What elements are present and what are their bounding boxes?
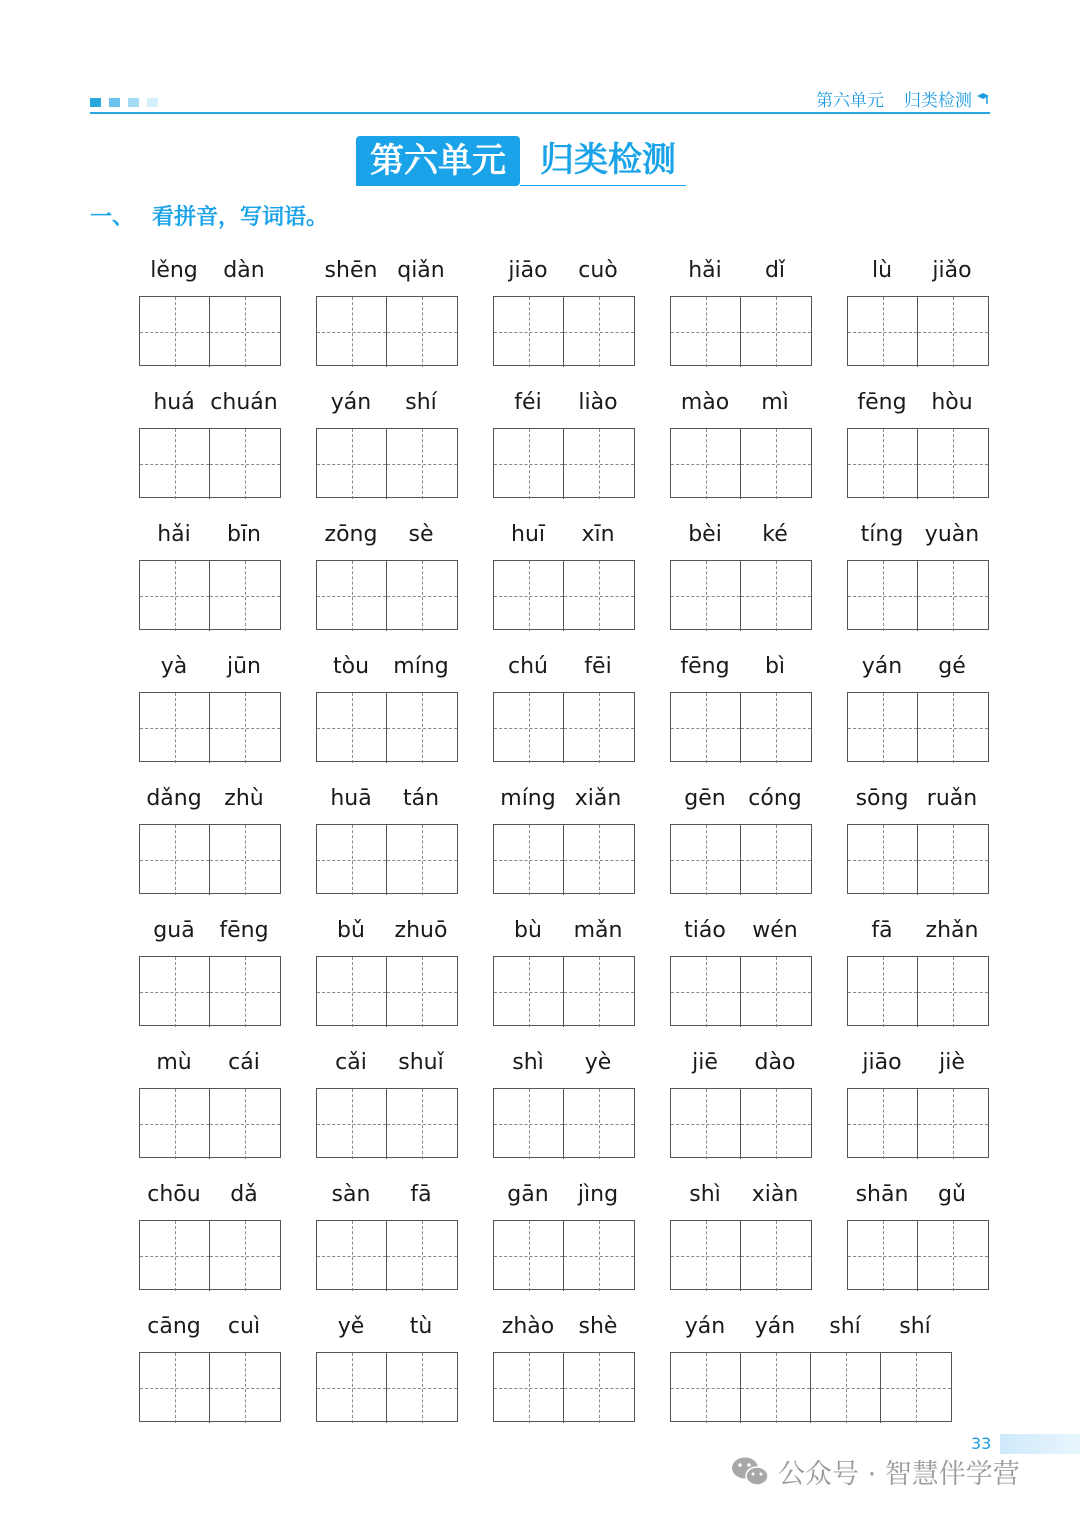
- writing-boxes: [316, 1352, 458, 1422]
- tian-zi-cell[interactable]: [671, 561, 741, 631]
- pinyin-syllable: dào: [754, 1050, 796, 1075]
- writing-boxes: [316, 560, 458, 630]
- tian-zi-cell[interactable]: [848, 957, 918, 1027]
- writing-boxes: [670, 824, 812, 894]
- writing-boxes: [493, 428, 635, 498]
- writing-boxes: [316, 1088, 458, 1158]
- pinyin-syllable: shí: [899, 1314, 931, 1339]
- tian-zi-cell[interactable]: [210, 825, 280, 895]
- tian-zi-cell[interactable]: [210, 429, 280, 499]
- graduation-cap-icon: [976, 92, 990, 106]
- tian-zi-cell[interactable]: [140, 825, 210, 895]
- tian-zi-cell[interactable]: [210, 561, 280, 631]
- pinyin-syllable: mào: [680, 390, 730, 415]
- pinyin-syllable: bù: [514, 918, 542, 943]
- tian-zi-cell[interactable]: [741, 297, 811, 367]
- watermark-text: 公众号 · 智慧伴学营: [778, 1459, 1020, 1490]
- pinyin-syllable: míng: [393, 654, 449, 679]
- writing-boxes: [847, 824, 989, 894]
- writing-boxes: [847, 428, 989, 498]
- tian-zi-cell[interactable]: [140, 1221, 210, 1291]
- tian-zi-cell[interactable]: [671, 1089, 741, 1159]
- writing-boxes: [316, 428, 458, 498]
- tian-zi-cell[interactable]: [494, 1353, 564, 1423]
- header-decoration: [90, 98, 158, 107]
- pinyin-syllable: tiáo: [684, 918, 726, 943]
- writing-boxes: [847, 1220, 989, 1290]
- tian-zi-cell[interactable]: [564, 1089, 634, 1159]
- pinyin-syllable: zhuō: [394, 918, 448, 943]
- tian-zi-cell[interactable]: [671, 429, 741, 499]
- tian-zi-cell[interactable]: [140, 429, 210, 499]
- pinyin-syllable: cuò: [578, 258, 618, 283]
- pinyin-syllable: qiǎn: [397, 258, 445, 283]
- tian-zi-cell[interactable]: [494, 429, 564, 499]
- tian-zi-cell[interactable]: [494, 957, 564, 1027]
- pinyin-syllable: chú: [508, 654, 548, 679]
- header-unit: 第六单元: [816, 91, 884, 111]
- pinyin-syllable: yuàn: [924, 522, 980, 547]
- header-section: 归类检测: [904, 91, 972, 111]
- writing-boxes: [493, 956, 635, 1026]
- pinyin-syllable: chōu: [147, 1182, 201, 1207]
- pinyin-syllable: dàn: [223, 258, 265, 283]
- running-header: [816, 86, 990, 111]
- writing-boxes: [670, 296, 812, 366]
- tian-zi-cell[interactable]: [317, 1221, 387, 1291]
- pinyin-syllable: ruǎn: [926, 786, 978, 811]
- tian-zi-cell[interactable]: [387, 1353, 457, 1423]
- tian-zi-cell[interactable]: [881, 1353, 951, 1423]
- tian-zi-cell[interactable]: [741, 561, 811, 631]
- tian-zi-cell[interactable]: [210, 1353, 280, 1423]
- pinyin-syllable: shè: [578, 1314, 618, 1339]
- header-square: [109, 98, 120, 107]
- writing-boxes: [316, 296, 458, 366]
- pinyin-syllable: jiāo: [508, 258, 548, 283]
- writing-boxes: [139, 560, 281, 630]
- tian-zi-cell[interactable]: [918, 825, 988, 895]
- tian-zi-cell[interactable]: [317, 1353, 387, 1423]
- pinyin-syllable: bīn: [226, 522, 262, 547]
- writing-boxes: [139, 296, 281, 366]
- pinyin-syllable: yě: [337, 1314, 365, 1339]
- pinyin-syllable: fēng: [219, 918, 269, 943]
- pinyin-syllable: gēn: [684, 786, 726, 811]
- pinyin-syllable: shuǐ: [398, 1050, 444, 1075]
- pinyin-syllable: cāng: [147, 1314, 201, 1339]
- pinyin-syllable: fēng: [857, 390, 907, 415]
- pinyin-syllable: ké: [762, 522, 788, 547]
- writing-boxes: [493, 296, 635, 366]
- pinyin-syllable: tù: [409, 1314, 433, 1339]
- pinyin-syllable: yán: [330, 390, 372, 415]
- tian-zi-cell[interactable]: [918, 297, 988, 367]
- tian-zi-cell[interactable]: [140, 693, 210, 763]
- pinyin-syllable: guā: [153, 918, 195, 943]
- section-label: 看拼音，写词语。: [152, 205, 329, 230]
- tian-zi-cell[interactable]: [210, 1221, 280, 1291]
- pinyin-syllable: yán: [861, 654, 903, 679]
- writing-boxes: [847, 956, 989, 1026]
- section-number: 一、: [90, 205, 135, 230]
- pinyin-syllable: xīn: [581, 522, 615, 547]
- pinyin-syllable: huā: [330, 786, 372, 811]
- pinyin-syllable: shēn: [324, 258, 378, 283]
- pinyin-syllable: fā: [410, 1182, 432, 1207]
- tian-zi-cell[interactable]: [564, 429, 634, 499]
- tian-zi-cell[interactable]: [317, 561, 387, 631]
- pinyin-syllable: shí: [405, 390, 437, 415]
- header-square: [147, 98, 158, 107]
- pinyin-syllable: mù: [156, 1050, 192, 1075]
- pinyin-syllable: tíng: [860, 522, 904, 547]
- page-title: [356, 136, 686, 186]
- writing-boxes: [493, 692, 635, 762]
- pinyin-syllable: shì: [689, 1182, 721, 1207]
- writing-boxes: [670, 1088, 812, 1158]
- pinyin-syllable: míng: [500, 786, 556, 811]
- writing-boxes: [847, 1088, 989, 1158]
- tian-zi-cell[interactable]: [387, 957, 457, 1027]
- writing-boxes: [670, 956, 812, 1026]
- tian-zi-cell[interactable]: [671, 1353, 741, 1423]
- pinyin-syllable: fā: [871, 918, 893, 943]
- pinyin-syllable: yán: [684, 1314, 726, 1339]
- tian-zi-cell[interactable]: [387, 429, 457, 499]
- tian-zi-cell[interactable]: [317, 429, 387, 499]
- pinyin-syllable: jūn: [227, 654, 261, 679]
- pinyin-syllable: hòu: [931, 390, 973, 415]
- writing-boxes: [139, 1220, 281, 1290]
- tian-zi-cell[interactable]: [564, 1353, 634, 1423]
- tian-zi-cell[interactable]: [494, 825, 564, 895]
- tian-zi-cell[interactable]: [918, 957, 988, 1027]
- tian-zi-cell[interactable]: [317, 693, 387, 763]
- tian-zi-cell[interactable]: [140, 1089, 210, 1159]
- pinyin-syllable: sàn: [331, 1182, 371, 1207]
- tian-zi-cell[interactable]: [564, 957, 634, 1027]
- pinyin-syllable: féi: [514, 390, 542, 415]
- tian-zi-cell[interactable]: [918, 1089, 988, 1159]
- writing-boxes: [493, 1220, 635, 1290]
- tian-zi-cell[interactable]: [671, 693, 741, 763]
- tian-zi-cell[interactable]: [848, 825, 918, 895]
- title-text: 归类检测: [520, 135, 686, 186]
- tian-zi-cell[interactable]: [741, 1221, 811, 1291]
- pinyin-syllable: chuán: [210, 390, 278, 415]
- page-number-bar: [1000, 1434, 1080, 1454]
- tian-zi-cell[interactable]: [564, 693, 634, 763]
- pinyin-syllable: tán: [402, 786, 440, 811]
- tian-zi-cell[interactable]: [741, 429, 811, 499]
- writing-boxes: [847, 692, 989, 762]
- writing-boxes: [139, 692, 281, 762]
- pinyin-syllable: zōng: [324, 522, 378, 547]
- pinyin-syllable: zhù: [224, 786, 264, 811]
- tian-zi-cell[interactable]: [317, 825, 387, 895]
- writing-boxes: [493, 1088, 635, 1158]
- pinyin-syllable: dǎ: [230, 1182, 258, 1207]
- tian-zi-cell[interactable]: [741, 693, 811, 763]
- writing-boxes: [493, 560, 635, 630]
- tian-zi-cell[interactable]: [918, 1221, 988, 1291]
- tian-zi-cell[interactable]: [494, 297, 564, 367]
- tian-zi-cell[interactable]: [387, 825, 457, 895]
- pinyin-syllable: huá: [153, 390, 195, 415]
- tian-zi-cell[interactable]: [741, 957, 811, 1027]
- tian-zi-cell[interactable]: [494, 1089, 564, 1159]
- tian-zi-cell[interactable]: [671, 825, 741, 895]
- pinyin-syllable: xiǎn: [574, 786, 622, 811]
- tian-zi-cell[interactable]: [387, 1089, 457, 1159]
- tian-zi-cell[interactable]: [848, 561, 918, 631]
- pinyin-syllable: lù: [871, 258, 893, 283]
- pinyin-syllable: cǎi: [335, 1050, 367, 1075]
- pinyin-syllable: wén: [752, 918, 798, 943]
- tian-zi-cell[interactable]: [811, 1353, 881, 1423]
- writing-boxes: [139, 1352, 281, 1422]
- tian-zi-cell[interactable]: [387, 297, 457, 367]
- tian-zi-cell[interactable]: [848, 1221, 918, 1291]
- pinyin-syllable: shí: [829, 1314, 861, 1339]
- pinyin-syllable: mǎn: [573, 918, 623, 943]
- writing-boxes: [670, 692, 812, 762]
- tian-zi-cell[interactable]: [387, 561, 457, 631]
- pinyin-syllable: cóng: [748, 786, 802, 811]
- pinyin-syllable: shān: [855, 1182, 909, 1207]
- tian-zi-cell[interactable]: [494, 1221, 564, 1291]
- writing-boxes: [316, 1220, 458, 1290]
- section-heading: [90, 200, 328, 231]
- writing-boxes: [316, 956, 458, 1026]
- tian-zi-cell[interactable]: [140, 297, 210, 367]
- page-number: 33: [971, 1434, 992, 1453]
- tian-zi-cell[interactable]: [848, 1089, 918, 1159]
- tian-zi-cell[interactable]: [210, 1089, 280, 1159]
- title-badge: 第六单元: [356, 136, 520, 186]
- writing-boxes: [670, 1220, 812, 1290]
- pinyin-syllable: huī: [511, 522, 545, 547]
- tian-zi-cell[interactable]: [140, 957, 210, 1027]
- writing-boxes: [847, 296, 989, 366]
- watermark: [730, 1452, 1020, 1491]
- pinyin-syllable: fēng: [680, 654, 730, 679]
- tian-zi-cell[interactable]: [671, 1221, 741, 1291]
- tian-zi-cell[interactable]: [848, 297, 918, 367]
- tian-zi-cell[interactable]: [741, 825, 811, 895]
- pinyin-syllable: yè: [584, 1050, 612, 1075]
- tian-zi-cell[interactable]: [848, 693, 918, 763]
- pinyin-syllable: jiāo: [862, 1050, 902, 1075]
- header-rule: [90, 112, 990, 114]
- pinyin-syllable: hǎi: [157, 522, 191, 547]
- writing-boxes: [670, 1352, 952, 1422]
- tian-zi-cell[interactable]: [671, 957, 741, 1027]
- pinyin-syllable: shì: [512, 1050, 544, 1075]
- pinyin-syllable: sè: [408, 522, 434, 547]
- tian-zi-cell[interactable]: [564, 297, 634, 367]
- pinyin-syllable: gǔ: [938, 1182, 966, 1207]
- pinyin-syllable: bǔ: [337, 918, 365, 943]
- writing-boxes: [493, 824, 635, 894]
- tian-zi-cell[interactable]: [918, 561, 988, 631]
- header-square: [90, 98, 101, 107]
- pinyin-syllable: yà: [160, 654, 188, 679]
- tian-zi-cell[interactable]: [317, 1089, 387, 1159]
- pinyin-syllable: jiē: [692, 1050, 718, 1075]
- tian-zi-cell[interactable]: [210, 957, 280, 1027]
- tian-zi-cell[interactable]: [848, 429, 918, 499]
- pinyin-syllable: dǎng: [146, 786, 202, 811]
- pinyin-syllable: hǎi: [688, 258, 722, 283]
- writing-boxes: [139, 956, 281, 1026]
- tian-zi-cell[interactable]: [564, 561, 634, 631]
- tian-zi-cell[interactable]: [741, 1353, 811, 1423]
- writing-boxes: [670, 560, 812, 630]
- tian-zi-cell[interactable]: [494, 693, 564, 763]
- pinyin-syllable: tòu: [332, 654, 370, 679]
- pinyin-syllable: xiàn: [751, 1182, 799, 1207]
- tian-zi-cell[interactable]: [564, 1221, 634, 1291]
- writing-boxes: [316, 692, 458, 762]
- pinyin-syllable: gān: [507, 1182, 549, 1207]
- pinyin-syllable: gé: [938, 654, 966, 679]
- tian-zi-cell[interactable]: [387, 1221, 457, 1291]
- writing-boxes: [847, 560, 989, 630]
- pinyin-syllable: jiè: [939, 1050, 965, 1075]
- pinyin-syllable: bèi: [688, 522, 722, 547]
- pinyin-syllable: sōng: [855, 786, 909, 811]
- pinyin-syllable: dǐ: [764, 258, 786, 283]
- wechat-icon: [730, 1455, 770, 1489]
- tian-zi-cell[interactable]: [671, 297, 741, 367]
- tian-zi-cell[interactable]: [741, 1089, 811, 1159]
- pinyin-syllable: zhào: [501, 1314, 555, 1339]
- header-square: [128, 98, 139, 107]
- pinyin-syllable: cái: [228, 1050, 260, 1075]
- tian-zi-cell[interactable]: [918, 429, 988, 499]
- writing-boxes: [670, 428, 812, 498]
- tian-zi-cell[interactable]: [564, 825, 634, 895]
- pinyin-syllable: fēi: [584, 654, 612, 679]
- pinyin-syllable: zhǎn: [925, 918, 979, 943]
- writing-boxes: [316, 824, 458, 894]
- writing-boxes: [139, 1088, 281, 1158]
- pinyin-syllable: cuì: [227, 1314, 261, 1339]
- pinyin-syllable: liào: [578, 390, 618, 415]
- tian-zi-cell[interactable]: [140, 561, 210, 631]
- pinyin-syllable: lěng: [150, 258, 198, 283]
- pinyin-syllable: jìng: [577, 1182, 619, 1207]
- tian-zi-cell[interactable]: [317, 957, 387, 1027]
- pinyin-syllable: jiǎo: [932, 258, 972, 283]
- tian-zi-cell[interactable]: [210, 297, 280, 367]
- writing-boxes: [139, 824, 281, 894]
- writing-boxes: [139, 428, 281, 498]
- tian-zi-cell[interactable]: [317, 297, 387, 367]
- tian-zi-cell[interactable]: [494, 561, 564, 631]
- pinyin-syllable: mì: [761, 390, 789, 415]
- writing-boxes: [493, 1352, 635, 1422]
- tian-zi-cell[interactable]: [918, 693, 988, 763]
- tian-zi-cell[interactable]: [387, 693, 457, 763]
- tian-zi-cell[interactable]: [140, 1353, 210, 1423]
- pinyin-syllable: bì: [764, 654, 786, 679]
- tian-zi-cell[interactable]: [210, 693, 280, 763]
- pinyin-syllable: yán: [754, 1314, 796, 1339]
